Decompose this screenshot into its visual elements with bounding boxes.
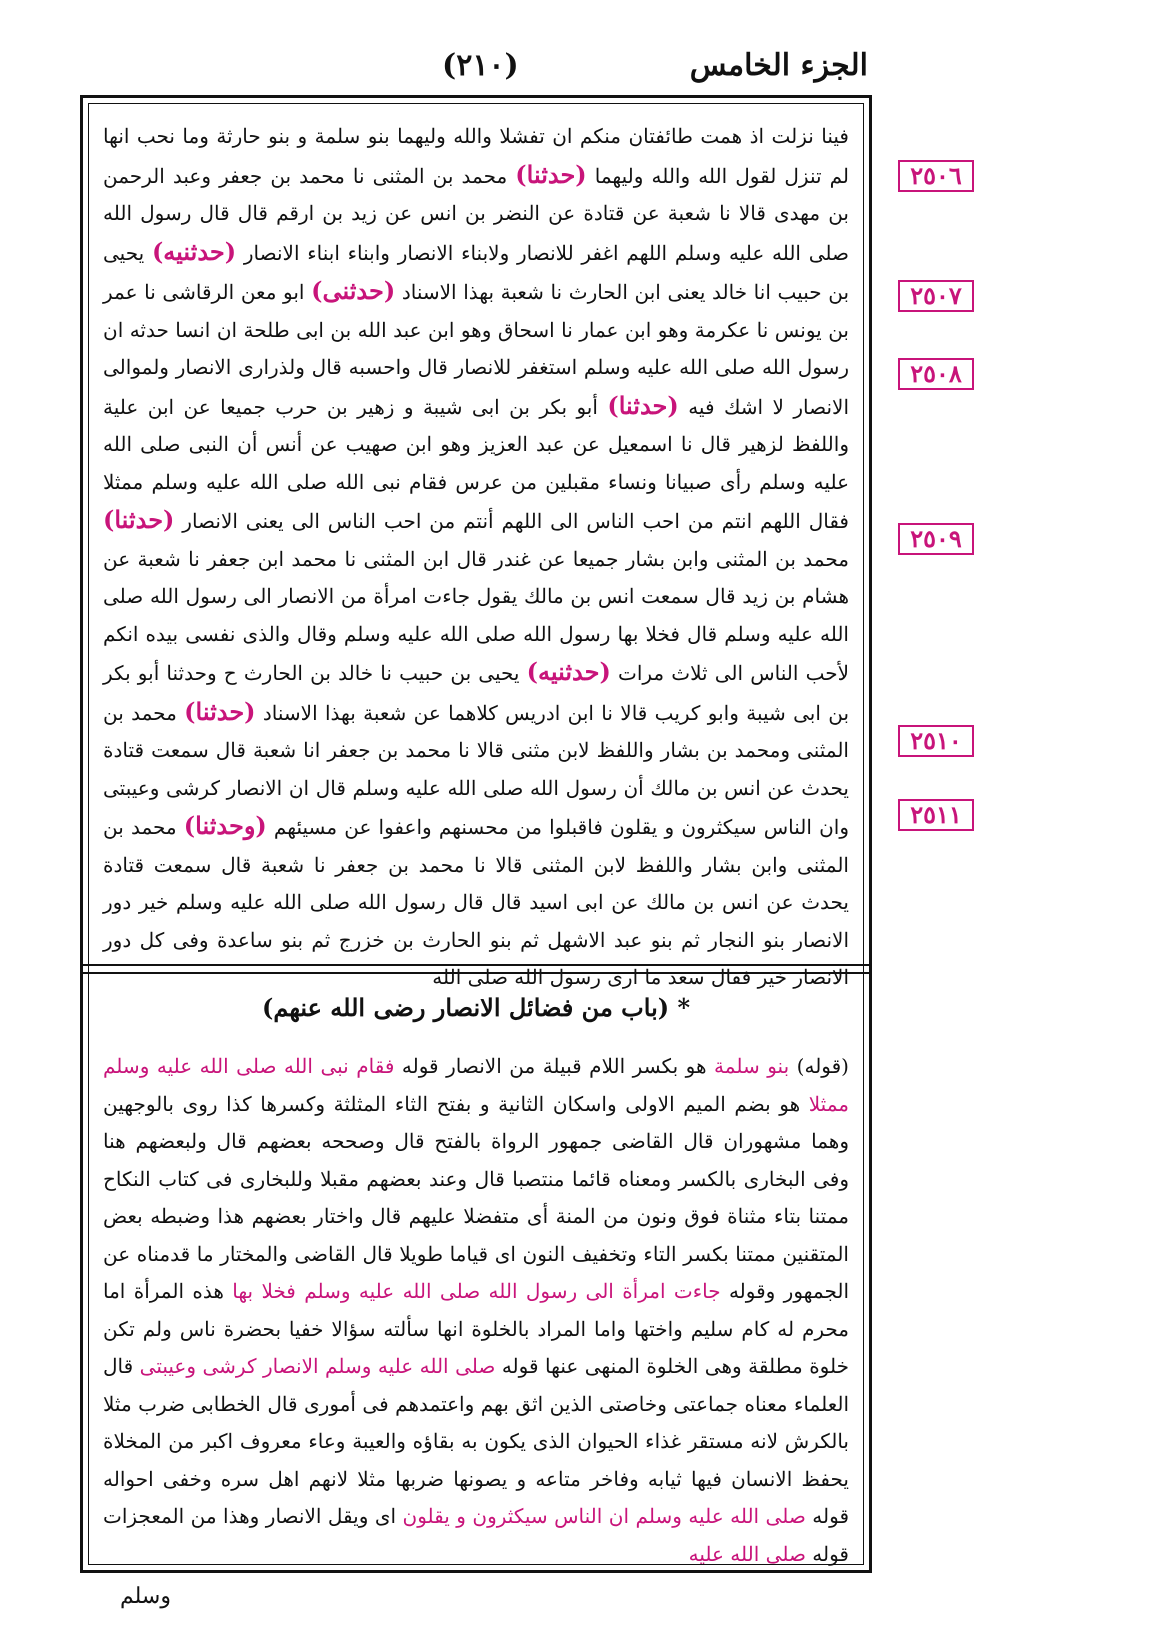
chapter-title: * (باب من فضائل الانصار رضى الله عنهم) [261, 993, 691, 1022]
hadith-number: ٢٥١١ [898, 799, 974, 831]
page-number: (٢١٠) [442, 48, 519, 83]
commentary-passage: قال العلماء معناه جماعتى وخاصتى الذين اثق بهم واعتمدهم فى أمورى قال الخطابى ضرب مثلا بالكرش لانه مستقر غذاء الحيوان الذى يكون به بقاؤه والعيبة وعاء معروف اكبر من المخلاة يحفظ الانسان فيها ثيابه وفاخر متاعه و يصونها ضربها مثلا لانهم اهل سره وخفى احواله قوله [103, 1354, 850, 1528]
hadith-passage: محمد بن المثنى وابن بشار جميعا عن غندر قال ابن المثنى نا محمد ابن جعفر نا شعبة عن هشام بن زيد قال سمعت انس بن مالك يقول جاءت امرأة من الانصار الى رسول الله صلى الله عليه وسلم قال فخلا بها رسول الله صلى الله عليه وسلم وقال والذى نفسى بيده انكم لأحب الناس الى ثلاث مرات [103, 546, 849, 685]
hadith-number: ٢٥١٠ [898, 725, 974, 757]
quoted-phrase: صلى الله عليه [688, 1541, 806, 1566]
hadith-number: ٢٥٠٩ [898, 523, 974, 555]
hadith-passage: محمد بن المثنى نا محمد بن جعفر وعبد الرحمن بن مهدى قالا نا شعبة عن قتادة عن النضر بن انس عن زيد بن ارقم قال قال رسول الله صلى الله عليه وسلم اللهم اغفر للانصار ولابناء الانصار وابناء ابناء الانصار [103, 163, 850, 265]
hadith-passage: يحيى بن حبيب انا خالد يعنى ابن الحارث نا شعبة بهذا الاسناد [103, 240, 850, 304]
hadith-number: ٢٥٠٨ [898, 358, 974, 390]
hadith-passage: محمد بن المثنى ومحمد بن بشار واللفظ لابن مثنى قالا نا محمد بن جعفر انا شعبة قال سمعت قتادة يحدث عن انس بن مالك أن رسول الله صلى الله عليه وسلم قال ان الانصار كرشى وعيبتى وان الناس سيكثرون و يقلون فاقبلوا من محسنهم واعفوا عن مسيئهم [103, 700, 849, 839]
section-divider [83, 964, 869, 974]
narration-keyword: (حدثنا) [184, 696, 256, 726]
hadith-passage: أبو بكر بن ابى شيبة و زهير بن حرب جميعا عن ابن علية واللفظ لزهير قال نا اسمعيل عن عبد العزيز وهو ابن صهيب عن أنس أن النبى صلى الله عليه وسلم رأى صبيانا ونساء مقبلين من عرس فقام نبى الله صلى الله عليه وسلم ممثلا فقال اللهم انتم من احب الناس الى اللهم أنتم من احب الناس الى يعنى الانصار [103, 394, 849, 533]
quoted-phrase: فقام نبى الله صلى الله عليه وسلم ممثلا [103, 1054, 849, 1116]
catchword: وسلم [120, 1584, 171, 1609]
commentary-passage: اى ويقل الانصار وهذا من المعجزات قوله [103, 1504, 849, 1566]
narration-keyword: (وحدثنا) [183, 811, 267, 840]
content-frame [80, 95, 872, 1573]
commentary-passage: هو بكسر اللام قبيلة من الانصار قوله [401, 1054, 707, 1078]
page-header [0, 40, 1158, 90]
quoted-phrase: صلى الله عليه وسلم الانصار كرشى وعيبتى [139, 1354, 496, 1378]
narration-keyword: (حدثنيه) [151, 236, 237, 266]
quoted-phrase: صلى الله عليه وسلم ان الناس سيكثرون و يقلون [402, 1504, 806, 1528]
hadith-number: ٢٥٠٦ [898, 160, 974, 192]
hadith-text-block [103, 118, 850, 989]
hadith-passage: فينا نزلت اذ همت طائفتان منكم ان تفشلا والله وليهما بنو سلمة و بنو حارثة وما نحب انها لم تنزل لقول الله والله وليهما [103, 124, 850, 188]
hadith-passage: يحيى بن حبيب نا خالد بن الحارث ح وحدثنا أبو بكر بن ابى شيبة وابو كريب قالا نا ابن ادريس كلاهما عن شعبة بهذا الاسناد [103, 661, 850, 725]
running-head: الجزء الخامس [689, 48, 868, 83]
narration-keyword: (حدثنى) [311, 276, 396, 305]
narration-keyword: (حدثنا) [515, 159, 587, 189]
commentary-label: (قوله) [796, 1054, 849, 1078]
narration-keyword: (حدثنا) [607, 390, 679, 420]
hadith-passage: ابو معن الرقاشى نا عمر بن يونس نا عكرمة وهو ابن عمار نا اسحاق وهو ابن عبد الله بن ابى طلحة ان انسا حدثه ان رسول الله صلى الله عليه وسلم استغفر للانصار قال واحسبه قال ولذرارى الانصار ولموالى الانصار لا اشك فيه [103, 280, 850, 419]
quoted-phrase: جاءت امرأة الى رسول الله صلى الله عليه وسلم فخلا بها [232, 1279, 721, 1303]
commentary-passage: هذه المرأة اما محرم له كام سليم واختها واما المراد بالخلوة انها سألته سؤالا خفيا بحضرة ناس ولم تكن خلوة مطلقة وهى الخلوة المنهى عنها قوله [103, 1279, 849, 1378]
hadith-number: ٢٥٠٧ [898, 280, 974, 312]
narration-keyword: (حدثنيه) [526, 657, 611, 686]
commentary-passage: هو بضم الميم الاولى واسكان الثانية و بفتح الثاء المثلثة وكسرها كذا روى بالوجهين وهما مشهوران قال القاضى جمهور الرواة بالفتح قال وصححه بعضهم قال ولبعضهم هنا وفى البخارى بالكسر ومعناه قائما منتصبا قال وعند بعضهم مقبلا وللبخارى فى كتاب النكاح ممتنا بتاء مثناة فوق ونون من المنة أى متفضلا عليهم قال واختار بعضهم هذا وضبطه بعض المتقنين ممتنا بكسر التاء وتخفيف النون اى قياما طويلا قال القاضى والمختار ما قدمناه عن الجمهور وقوله [103, 1091, 850, 1303]
quoted-phrase: بنو سلمة [714, 1054, 790, 1078]
hadith-passage: محمد بن المثنى وابن بشار واللفظ لابن المثنى قالا نا محمد بن جعفر نا شعبة قال سمعت قتادة يحدث عن انس بن مالك عن ابى اسيد قال قال رسول الله صلى الله عليه وسلم خير دور الانصار بنو النجار ثم بنو عبد الاشهل ثم بنو الحارث بن خزرج ثم بنو ساعدة وفى كل دور الانصار خير فقال سعد ما ارى رسول الله صلى الله [103, 815, 849, 989]
commentary-text-block [103, 1048, 849, 1568]
narration-keyword: (حدثنا) [103, 505, 175, 534]
